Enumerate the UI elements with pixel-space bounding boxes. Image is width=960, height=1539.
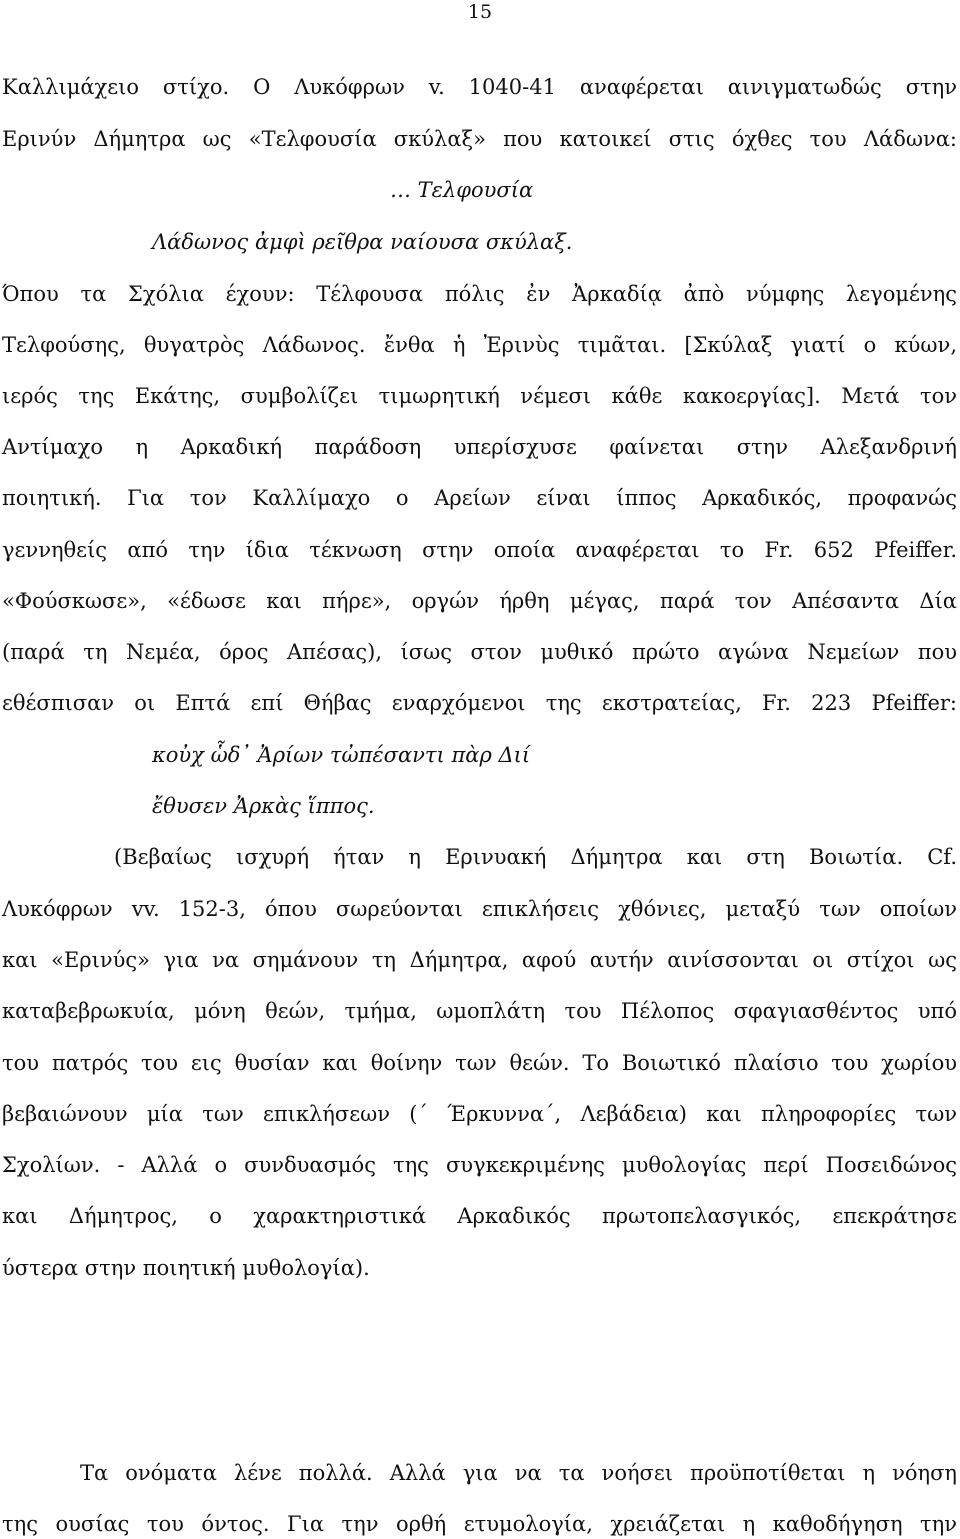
text-line-20: ύστερα στην ποιητική μυθολογία).	[2, 1256, 370, 1280]
text-line-21: Τα ονόματα λένε πολλά. Αλλά για να τα νοήσει προϋποτίθεται η νόηση	[80, 1461, 957, 1485]
text-line-6: Αντίμαχο η Αρκαδική παράδοση υπερίσχυσε φαίνεται στην Αλεξανδρινή	[2, 435, 957, 459]
quote-line-1: κοὐχ ὧδ᾽ Ἀρίων τὠπέσαντι πὰρ Διί	[152, 743, 531, 767]
text-line-1: Καλλιμάχειο στίχο. Ο Λυκόφρων v. 1040-41 αναφέρεται αινιγματωδώς στην	[2, 75, 957, 99]
quote-line-2: ἔθυσεν Ἀρκὰς ἵππος.	[152, 794, 375, 818]
text-line-7: ποιητική. Για τον Καλλίμαχο ο Αρείων είναι ίππος Αρκαδικός, προφανώς	[2, 486, 957, 510]
verse-line-2: Λάδωνος ἀμφὶ ρεῖθρα ναίουσα σκύλαξ.	[152, 230, 573, 254]
text-line-14: και «Ερινύς» για να σημάνουν τη Δήμητρα, αφού αυτήν αινίσσονται οι στίχοι ως	[2, 948, 957, 972]
verse-line-1: … Τελφουσία	[390, 178, 534, 202]
text-line-3: Όπου τα Σχόλια έχουν: Τέλφουσα πόλις ἐν Ἀρκαδίᾳ ἀπὸ νύμφης λεγομένης	[2, 282, 957, 306]
text-line-17: βεβαιώνουν μία των επικλήσεων (΄ Έρκυννα΄, Λεβάδεια) και πληροφορίες των	[2, 1102, 957, 1126]
text-line-12: (Βεβαίως ισχυρή ήταν η Ερινυακή Δήμητρα και στη Βοιωτία. Cf.	[114, 845, 957, 869]
text-line-15: καταβεβρωκυία, μόνη θεών, τμήμα, ωμοπλάτη του Πέλοπος σφαγιασθέντος υπό	[2, 999, 957, 1023]
text-line-5: ιερός της Εκάτης, συμβολίζει τιμωρητική νέμεσι κάθε κακοεργίας]. Μετά τον	[2, 384, 957, 408]
text-line-19: και Δήμητρος, ο χαρακτηριστικά Αρκαδικός πρωτοπελασγικός, επεκράτησε	[2, 1204, 957, 1228]
text-line-2: Ερινύν Δήμητρα ως «Τελφουσία σκύλαξ» που κατοικεί στις όχθες του Λάδωνα:	[2, 127, 957, 151]
text-line-10: (παρά τη Νεμέα, όρος Απέσας), ίσως στον μυθικό πρώτο αγώνα Νεμείων που	[2, 640, 957, 664]
text-line-11: εθέσπισαν οι Επτά επί Θήβας εναρχόμενοι της εκστρατείας, Fr. 223 Pfeiffer:	[2, 691, 957, 715]
text-line-4: Τελφούσης, θυγατρὸς Λάδωνος. ἔνθα ἡ Ἐρινὺς τιμᾶται. [Σκύλαξ γιατί ο κύων,	[2, 333, 957, 357]
text-line-13: Λυκόφρων vv. 152-3, όπου σωρεύονται επικλήσεις χθόνιες, μεταξύ των οποίων	[2, 897, 957, 921]
page-number: 15	[467, 1, 493, 23]
text-line-22: της ουσίας του όντος. Για την ορθή ετυμολογία, χρειάζεται η καθοδήγηση την	[2, 1512, 957, 1536]
text-line-16: του πατρός του εις θυσίαν και θοίνην των θεών. Το Βοιωτικό πλαίσιο του χωρίου	[2, 1051, 957, 1075]
text-line-18: Σχολίων. - Αλλά ο συνδυασμός της συγκεκριμένης μυθολογίας περί Ποσειδώνος	[2, 1153, 957, 1177]
text-line-8: γεννηθείς από την ίδια τέκνωση στην οποία αναφέρεται το Fr. 652 Pfeiffer.	[2, 538, 957, 562]
text-line-9: «Φούσκωσε», «έδωσε και πήρε», οργών ήρθη μέγας, παρά τον Απέσαντα Δία	[2, 589, 957, 613]
